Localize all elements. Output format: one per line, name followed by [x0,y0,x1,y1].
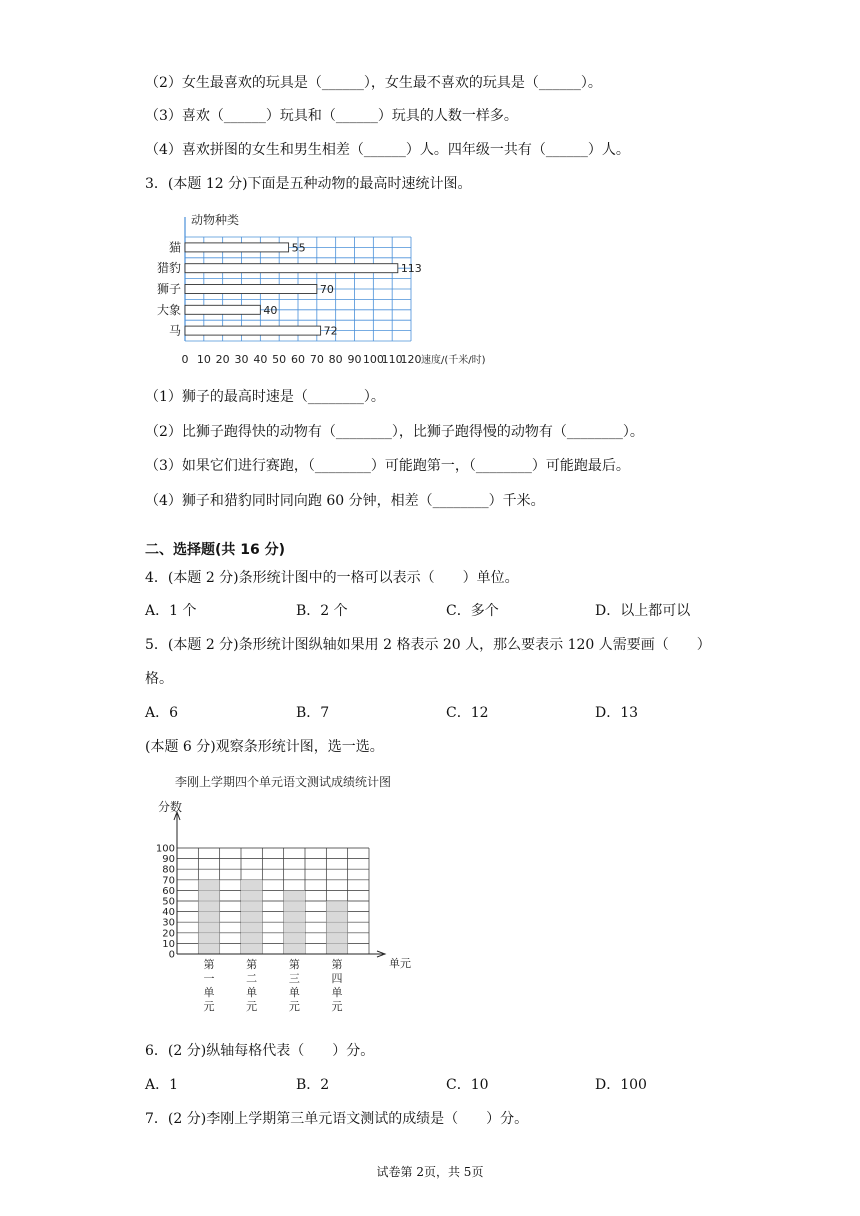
q5-option-d[interactable]: D．13 [595,705,639,721]
y-tick-label: 40 [162,907,175,919]
x-tick-label: 100 [362,353,384,366]
q5-option-c[interactable]: C．12 [446,705,489,721]
category-label: 猫 [168,240,181,255]
section-choice-heading: 二、选择题(共 16 分) [145,542,286,558]
q6-option-d[interactable]: D．100 [595,1077,647,1093]
q3-title: 3．(本题 12 分)下面是五种动物的最高时速统计图。 [145,176,472,192]
bar-猎豹 [185,264,398,273]
q6-option-c[interactable]: C．10 [446,1077,489,1093]
y-tick-label: 10 [162,938,175,950]
y-tick-label: 60 [162,885,175,897]
chart1-ylabel: 动物种类 [191,213,240,227]
q6-option-b[interactable]: B．2 [296,1077,330,1093]
q6-intro: (本题 6 分)观察条形统计图，选一选。 [145,739,384,755]
q4-option-d[interactable]: D．以上都可以 [595,603,691,619]
q6-title: 6．(2 分)纵轴每格代表（ ）分。 [145,1043,375,1059]
bar-第四单元 [326,901,347,954]
q4-option-a[interactable]: A．1 个 [145,603,197,619]
animal-speed-chart [145,205,525,375]
y-tick-label: 80 [162,864,175,876]
x-tick-label: 30 [234,353,249,366]
q5-title-line1: 5．(本题 2 分)条形统计图纵轴如果用 2 格表示 20 人，那么要表示 120 人需要画（ ） [145,637,711,653]
category-label: 马 [168,323,181,338]
q4-option-c[interactable]: C．多个 [446,603,499,619]
x-tick-label: 80 [328,353,343,366]
score-chart [145,768,411,1028]
page-footer: 试卷第 2页，共 5页 [376,1165,484,1179]
q3-sub4: （4）狮子和猎豹同时同向跑 60 分钟，相差（________）千米。 [145,493,545,509]
data-label: 55 [291,241,306,255]
category-label: 第三单元 [288,958,300,1013]
bar-第一单元 [198,880,219,954]
category-label: 第四单元 [331,958,343,1013]
category-label: 狮子 [156,282,181,296]
y-tick-label: 0 [168,949,175,961]
category-label: 第二单元 [246,958,258,1013]
chart2-title: 李刚上学期四个单元语文测试成绩统计图 [175,775,392,789]
q2-sub3: （3）喜欢（______）玩具和（______）玩具的人数一样多。 [145,108,518,124]
category-label: 大象 [156,302,181,317]
x-axis-label: 单元 [389,957,411,970]
q2-sub2: （2）女生最喜欢的玩具是（______），女生最不喜欢的玩具是（______）。 [145,75,602,91]
data-label: 113 [400,262,422,276]
y-tick-label: 100 [155,843,175,855]
q2-sub4: （4）喜欢拼图的女生和男生相差（______）人。四年级一共有（______）人。 [145,142,630,158]
x-tick-label: 10 [196,353,211,366]
x-tick-label: 70 [309,353,324,366]
chart2-ylabel: 分数 [158,800,183,814]
bar-大象 [185,305,260,314]
q4-option-b[interactable]: B．2 个 [296,603,348,619]
x-tick-label: 0 [181,353,189,366]
q4-title: 4．(本题 2 分)条形统计图中的一格可以表示（ ）单位。 [145,570,519,586]
x-tick-label: 40 [253,353,268,366]
category-label: 猎豹 [156,261,181,276]
q3-sub2: （2）比狮子跑得快的动物有（________），比狮子跑得慢的动物有（________）。 [145,424,644,440]
y-tick-label: 30 [162,917,175,929]
data-label: 70 [319,283,334,296]
x-tick-label: 50 [272,353,287,366]
bar-狮子 [185,285,317,294]
q5-title-line2: 格。 [145,671,173,687]
q5-option-b[interactable]: B．7 [296,705,330,721]
x-tick-label: 90 [347,353,362,366]
q3-sub1: （1）狮子的最高时速是（________）。 [145,389,385,405]
x-tick-label: 60 [291,353,305,366]
y-tick-label: 20 [162,928,175,940]
bar-猫 [185,243,289,252]
x-tick-label: 110 [381,353,403,366]
q5-option-a[interactable]: A．6 [145,705,179,721]
y-tick-label: 50 [162,896,175,908]
bar-马 [185,326,321,335]
data-label: 72 [323,324,338,338]
bar-第二单元 [241,880,262,954]
x-axis-label: 速度/(千米/时) [421,355,486,366]
x-tick-label: 120 [400,353,422,366]
q3-sub3: （3）如果它们进行赛跑，（________）可能跑第一，（________）可能跑最后。 [145,458,630,474]
y-tick-label: 70 [162,875,175,887]
category-label: 第一单元 [203,958,215,1013]
data-label: 40 [263,303,278,317]
x-tick-label: 20 [215,353,230,366]
q6-option-a[interactable]: A．1 [145,1077,179,1093]
q7-title: 7．(2 分)李刚上学期第三单元语文测试的成绩是（ ）分。 [145,1111,529,1127]
y-tick-label: 90 [162,854,175,866]
